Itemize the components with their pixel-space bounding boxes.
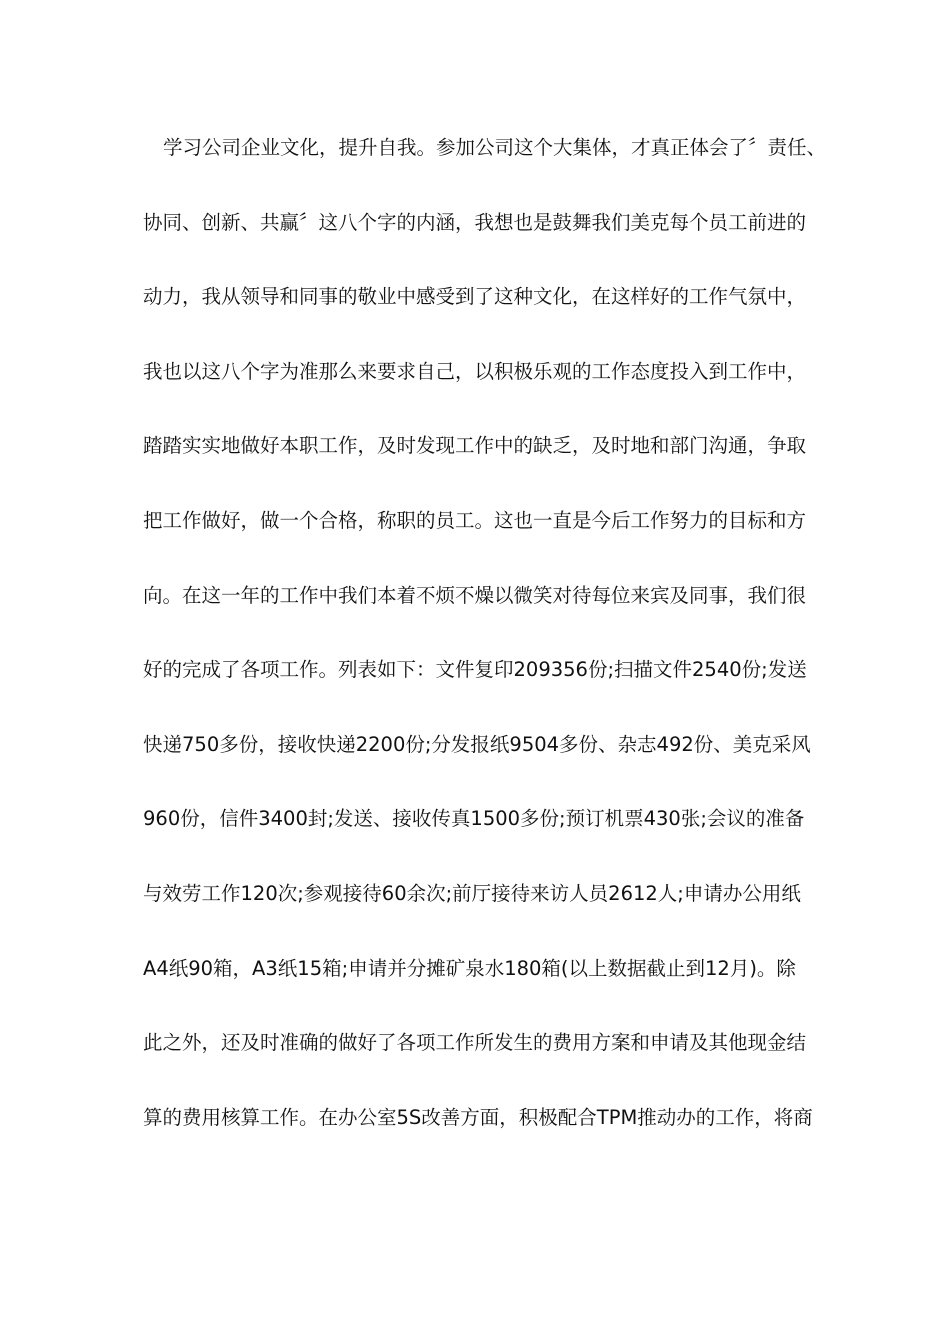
paragraph-line: 960份，信件3400封;发送、接收传真1500多份;预订机票430张;会议的准备: [143, 807, 805, 831]
paragraph-line: 学习公司企业文化，提升自我。参加公司这个大集体，才真正体会了〞责任、: [163, 136, 827, 159]
paragraph-line: 与效劳工作120次;参观接待60余次;前厅接待来访人员2612人;申请办公用纸: [143, 881, 801, 905]
paragraph-line: 好的完成了各项工作。列表如下：文件复印209356份;扫描文件2540份;发送: [143, 658, 807, 682]
body-paragraph: [143, 128, 827, 1172]
paragraph-line: 快递750多份，接收快递2200份;分发报纸9504多份、杂志492份、美克采风: [143, 732, 811, 756]
paragraph-line: 向。在这一年的工作中我们本着不烦不燥以微笑对待每位来宾及同事，我们很: [143, 583, 807, 607]
paragraph-line: A4纸90箱，A3纸15箱;申请并分摊矿泉水180箱(以上数据截止到12月)。除: [143, 956, 796, 980]
paragraph-line: 我也以这八个字为准那么来要求自己，以积极乐观的工作态度投入到工作中，: [143, 359, 807, 383]
paragraph-line: 动力，我从领导和同事的敬业中感受到了这种文化，在这样好的工作气氛中，: [143, 285, 807, 309]
paragraph-line: 协同、创新、共赢〞这八个字的内涵，我想也是鼓舞我们美克每个员工前进的: [143, 210, 807, 234]
paragraph-line: 算的费用核算工作。在办公室5S改善方面，积极配合TPM推动办的工作，将商: [143, 1105, 813, 1129]
paragraph-line: 此之外，还及时准确的做好了各项工作所发生的费用方案和申请及其他现金结: [143, 1031, 807, 1055]
paragraph-line: 踏踏实实地做好本职工作，及时发现工作中的缺乏，及时地和部门沟通，争取: [143, 434, 807, 458]
paragraph-line: 把工作做好，做一个合格，称职的员工。这也一直是今后工作努力的目标和方: [143, 508, 807, 532]
